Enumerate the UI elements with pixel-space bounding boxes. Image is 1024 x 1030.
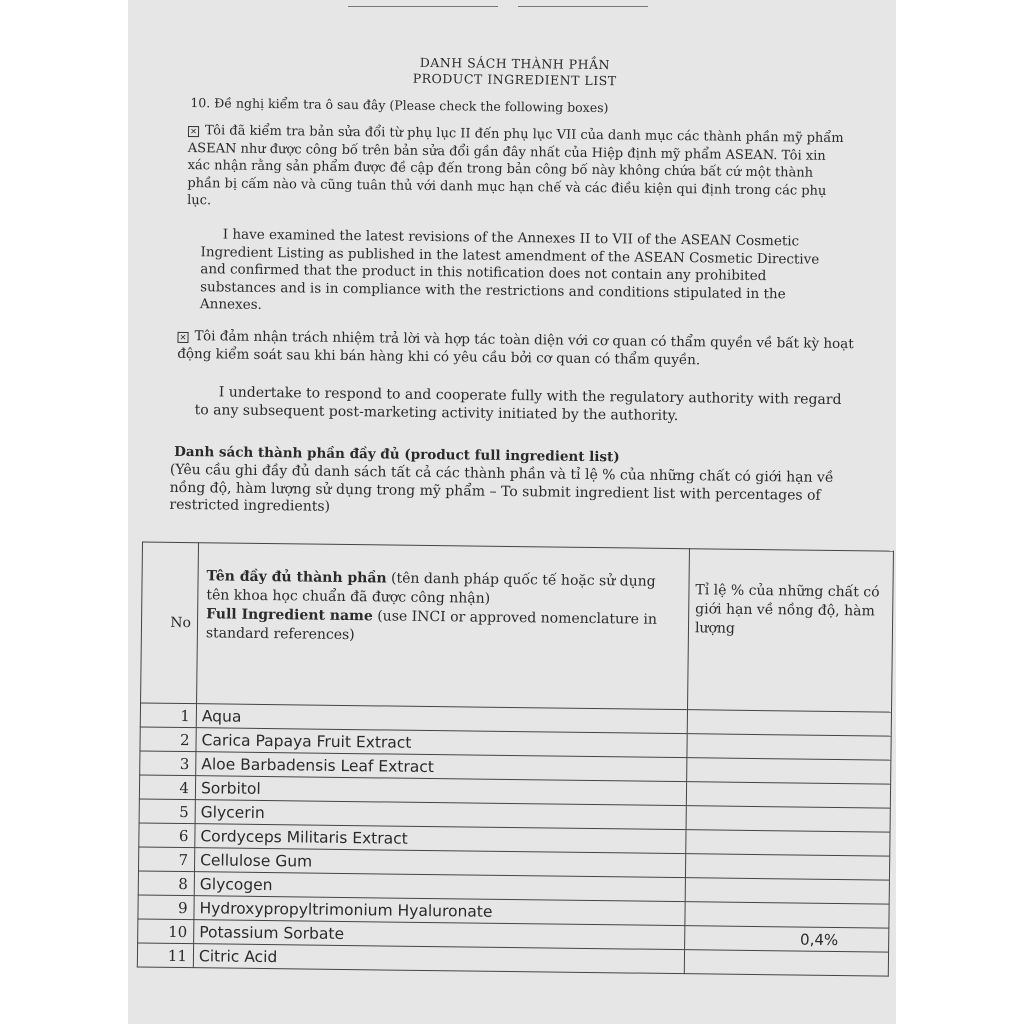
header-name-en-note: (use INCI or approved nomenclature in standard references) xyxy=(205,608,658,644)
declaration-1-vi: Tôi đã kiểm tra bản sửa đổi từ phụ lục II đến phụ lục VII của danh mục các thành phần mỹ phẩm ASEAN như được công bố trên bản sửa đổi gần đây nhất của Hiệp định mỹ phẩm ASEAN. Tôi xin xác nhận rằng sản phẩm được đề cập đến trong bản công bố này không chứa bất cứ một thành phần bị cấm nào và cũng tuân thủ với danh mục hạn chế và các điều kiện qui định trong các phụ lục. xyxy=(187,123,844,209)
ingredient-pct xyxy=(685,878,889,904)
title-vietnamese: DANH SÁCH THÀNH PHẦN xyxy=(419,54,611,73)
table-header-row xyxy=(141,542,894,712)
ingredient-name: Sorbitol xyxy=(195,776,686,806)
ingredient-pct: 0,4% xyxy=(685,926,889,952)
ingredient-no: 5 xyxy=(139,799,195,824)
header-name-en: Full Ingredient name xyxy=(206,606,373,625)
title-english: PRODUCT INGREDIENT LIST xyxy=(412,70,617,89)
ingredient-no: 3 xyxy=(140,751,196,776)
ingredient-no: 7 xyxy=(138,847,194,872)
ingredient-pct xyxy=(687,710,891,736)
ingredient-pct xyxy=(687,734,891,760)
ingredient-pct xyxy=(686,806,890,832)
ingredient-name: Hydroxypropyltrimonium Hyaluronate xyxy=(194,896,685,926)
declaration-2-en: I undertake to respond to and cooperate fully with the regulatory authority with regard to any subsequent post-marketing activity initiated by the authority. xyxy=(194,384,842,424)
ingredient-pct xyxy=(685,854,889,880)
header-no: No xyxy=(141,542,199,704)
ingredient-no: 4 xyxy=(139,775,195,800)
ingredient-no: 11 xyxy=(137,943,193,968)
ingredient-name: Cordyceps Militaris Extract xyxy=(195,824,686,854)
ingredient-pct xyxy=(686,782,890,808)
ingredient-no: 10 xyxy=(138,919,194,944)
ingredient-no: 1 xyxy=(140,703,196,728)
declaration-2-vi: Tôi đảm nhận trách nhiệm trả lời và hợp tác toàn diện với cơ quan có thẩm quyền về bất kỳ hoạt động kiểm soát sau khi bán hàng khi có yêu cầu bởi cơ quan có thẩm quyền. xyxy=(177,328,854,368)
ingredient-no: 9 xyxy=(138,895,194,920)
ingredient-no: 8 xyxy=(138,871,194,896)
section-10-heading: 10. Đề nghị kiểm tra ô sau đây (Please check the following boxes) xyxy=(190,95,609,116)
ingredient-pct xyxy=(684,950,888,976)
ingredient-name: Aloe Barbadensis Leaf Extract xyxy=(196,752,687,782)
header-name-vi: Tên đầy đủ thành phần xyxy=(206,568,387,587)
ingredient-name: Potassium Sorbate xyxy=(194,920,685,950)
header-ingredient-name xyxy=(197,543,690,710)
ingredient-pct xyxy=(685,902,889,928)
header-name-vi-note: (tên danh pháp quốc tế hoặc sử dụng tên khoa học chuẩn đã được công nhận) xyxy=(206,570,656,607)
ingredient-name: Glycogen xyxy=(194,872,685,902)
full-list-heading: Danh sách thành phần đầy đủ (product full ingredient list) xyxy=(174,443,620,466)
checked-box-icon: ✕ xyxy=(177,332,188,343)
declaration-1 xyxy=(187,122,848,218)
ingredient-pct xyxy=(687,758,891,784)
ingredient-no: 2 xyxy=(140,727,196,752)
declaration-1-en: I have examined the latest revisions of the Annexes II to VII of the ASEAN Cosmetic Ingredient Listing as published in the latest amendment of the ASEAN Cosmetic Directive and confirmed that the product in this notification does not contain any prohibited substances and is in compliance with the restrictions and conditions stipulated in the Annexes. xyxy=(199,226,820,313)
ingredient-pct xyxy=(686,830,890,856)
declaration-2 xyxy=(177,328,855,371)
ingredient-name: Cellulose Gum xyxy=(194,848,685,878)
ingredient-no: 6 xyxy=(139,823,195,848)
ingredient-name: Carica Papaya Fruit Extract xyxy=(196,728,687,758)
ingredient-name: Aqua xyxy=(196,704,687,734)
ingredient-table xyxy=(137,541,894,976)
header-percentage: Tỉ lệ % của những chất có giới hạn về nồng độ, hàm lượng xyxy=(688,549,894,712)
ingredient-name: Glycerin xyxy=(195,800,686,830)
full-list-instruction: (Yêu cầu ghi đầy đủ danh sách tất cả các thành phần và tỉ lệ % của những chất có giới hạn về nồng độ, hàm lượng sử dụng trong mỹ phẩm – To submit ingredient list with percentages of restricted ingredients) xyxy=(169,461,834,515)
checked-box-icon: ✕ xyxy=(188,126,199,137)
ingredient-name: Citric Acid xyxy=(193,944,684,974)
ingredient-rows xyxy=(137,703,891,976)
